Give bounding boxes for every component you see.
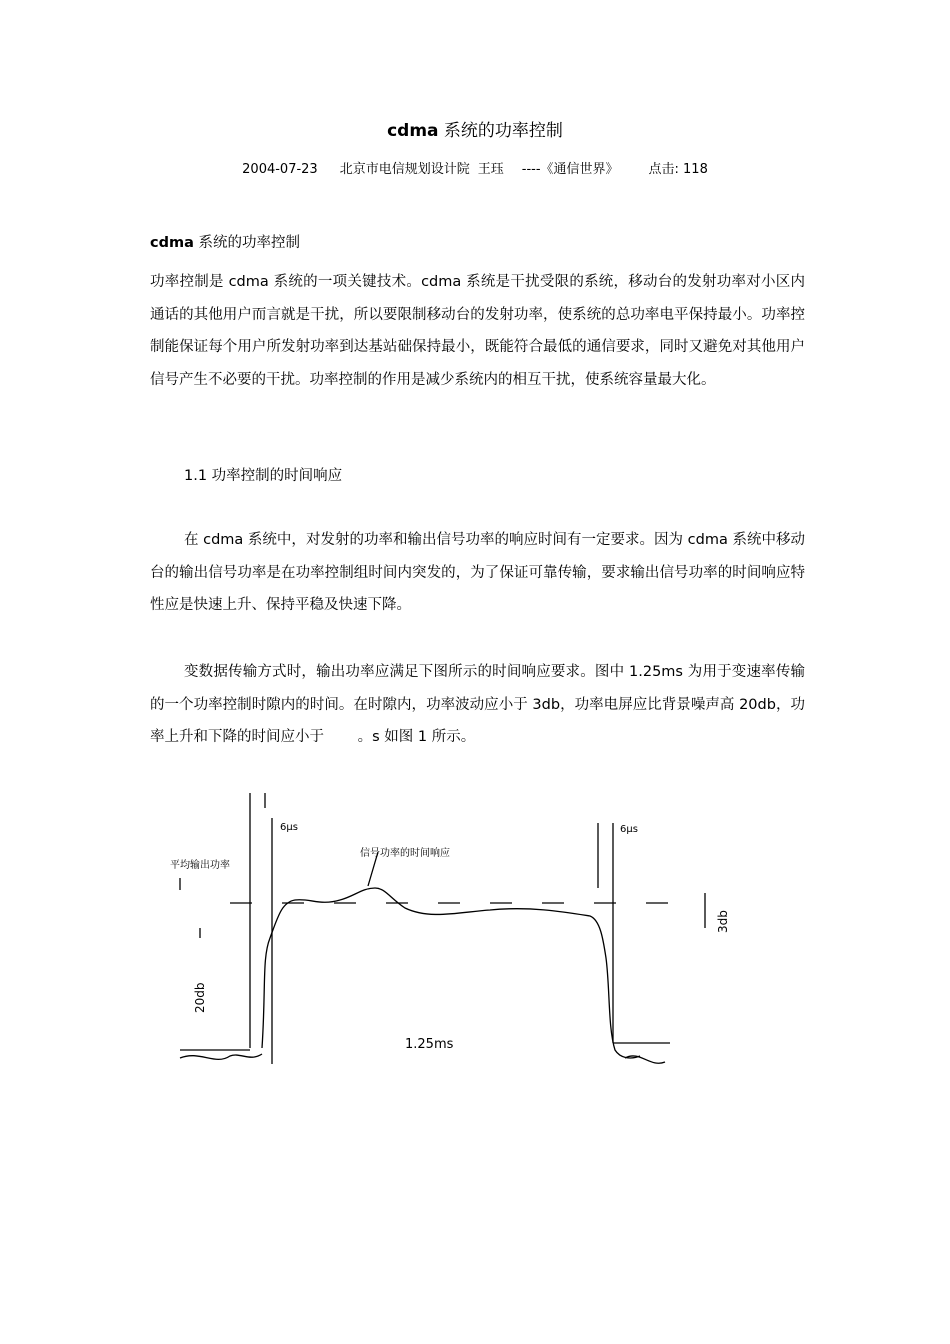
delta-right-label: 6μs: [620, 824, 638, 835]
article-title-rest: 系统的功率控制: [438, 121, 563, 141]
paragraph-intro: 功率控制是 cdma 系统的一项关键技术。cdma 系统是干扰受限的系统，移动台的发射功率对小区内通话的其他用户而言就是干扰，所以要限制移动台的发射功率，使系统的总功率电平保持最小。功率控制能保证每个用户所发射功率到达基站础保持最小，既能符合最低的通信要求，同时又避免对其他用户信号产生不必要的干扰。功率控制的作用是减少系统内的相互干扰，使系统容量最大化。: [150, 274, 805, 388]
section-title: [150, 231, 300, 252]
meta-org: 北京市电信规划设计院: [339, 162, 470, 177]
response-label: 信号功率的时间响应: [360, 848, 450, 859]
db3-label: 3db: [716, 910, 730, 933]
meta-author: 王珏: [477, 162, 504, 177]
avg-power-label: 平均输出功率: [170, 860, 230, 871]
delta-left-label: 6μs: [280, 822, 298, 833]
article-title: [0, 116, 950, 141]
figure-svg: [170, 788, 750, 1078]
meta-clicks: 点击: 118: [648, 162, 708, 177]
noise-left: [180, 1054, 262, 1059]
paragraph-requirements: 变数据传输方式时，输出功率应满足下图所示的时间响应要求。图中 1.25ms 为用于变速率传输的一个功率控制时隙内的时间。在时隙内，功率波动应小于 3db，功率电屏应比背景噪声高 20db，功率上升和下降的时间应小于 。s 如图 1 所示。: [150, 664, 805, 745]
power-time-response-figure: [170, 788, 750, 1078]
paragraph-time-response: 在 cdma 系统中，对发射的功率和输出信号功率的响应时间有一定要求。因为 cdma 系统中移动台的输出信号功率是在功率控制组时间内突发的，为了保证可靠传输，要求输出信号功率的时间响应特性应是快速上升、保持平稳及快速下降。: [150, 532, 805, 613]
noise-right: [625, 1056, 665, 1063]
meta-source: ----《通信世界》: [521, 162, 619, 177]
power-response-curve: [262, 888, 640, 1058]
section-title-rest: 系统的功率控制: [193, 235, 300, 251]
duration-label: 1.25ms: [405, 1037, 454, 1052]
subsection-heading: 1.1 功率控制的时间响应: [184, 468, 343, 484]
db20-label: 20db: [193, 982, 207, 1013]
section-title-bold: cdma: [150, 235, 194, 251]
article-meta: [0, 158, 950, 177]
article-title-bold: cdma: [387, 121, 439, 141]
meta-date: 2004-07-23: [242, 162, 318, 177]
